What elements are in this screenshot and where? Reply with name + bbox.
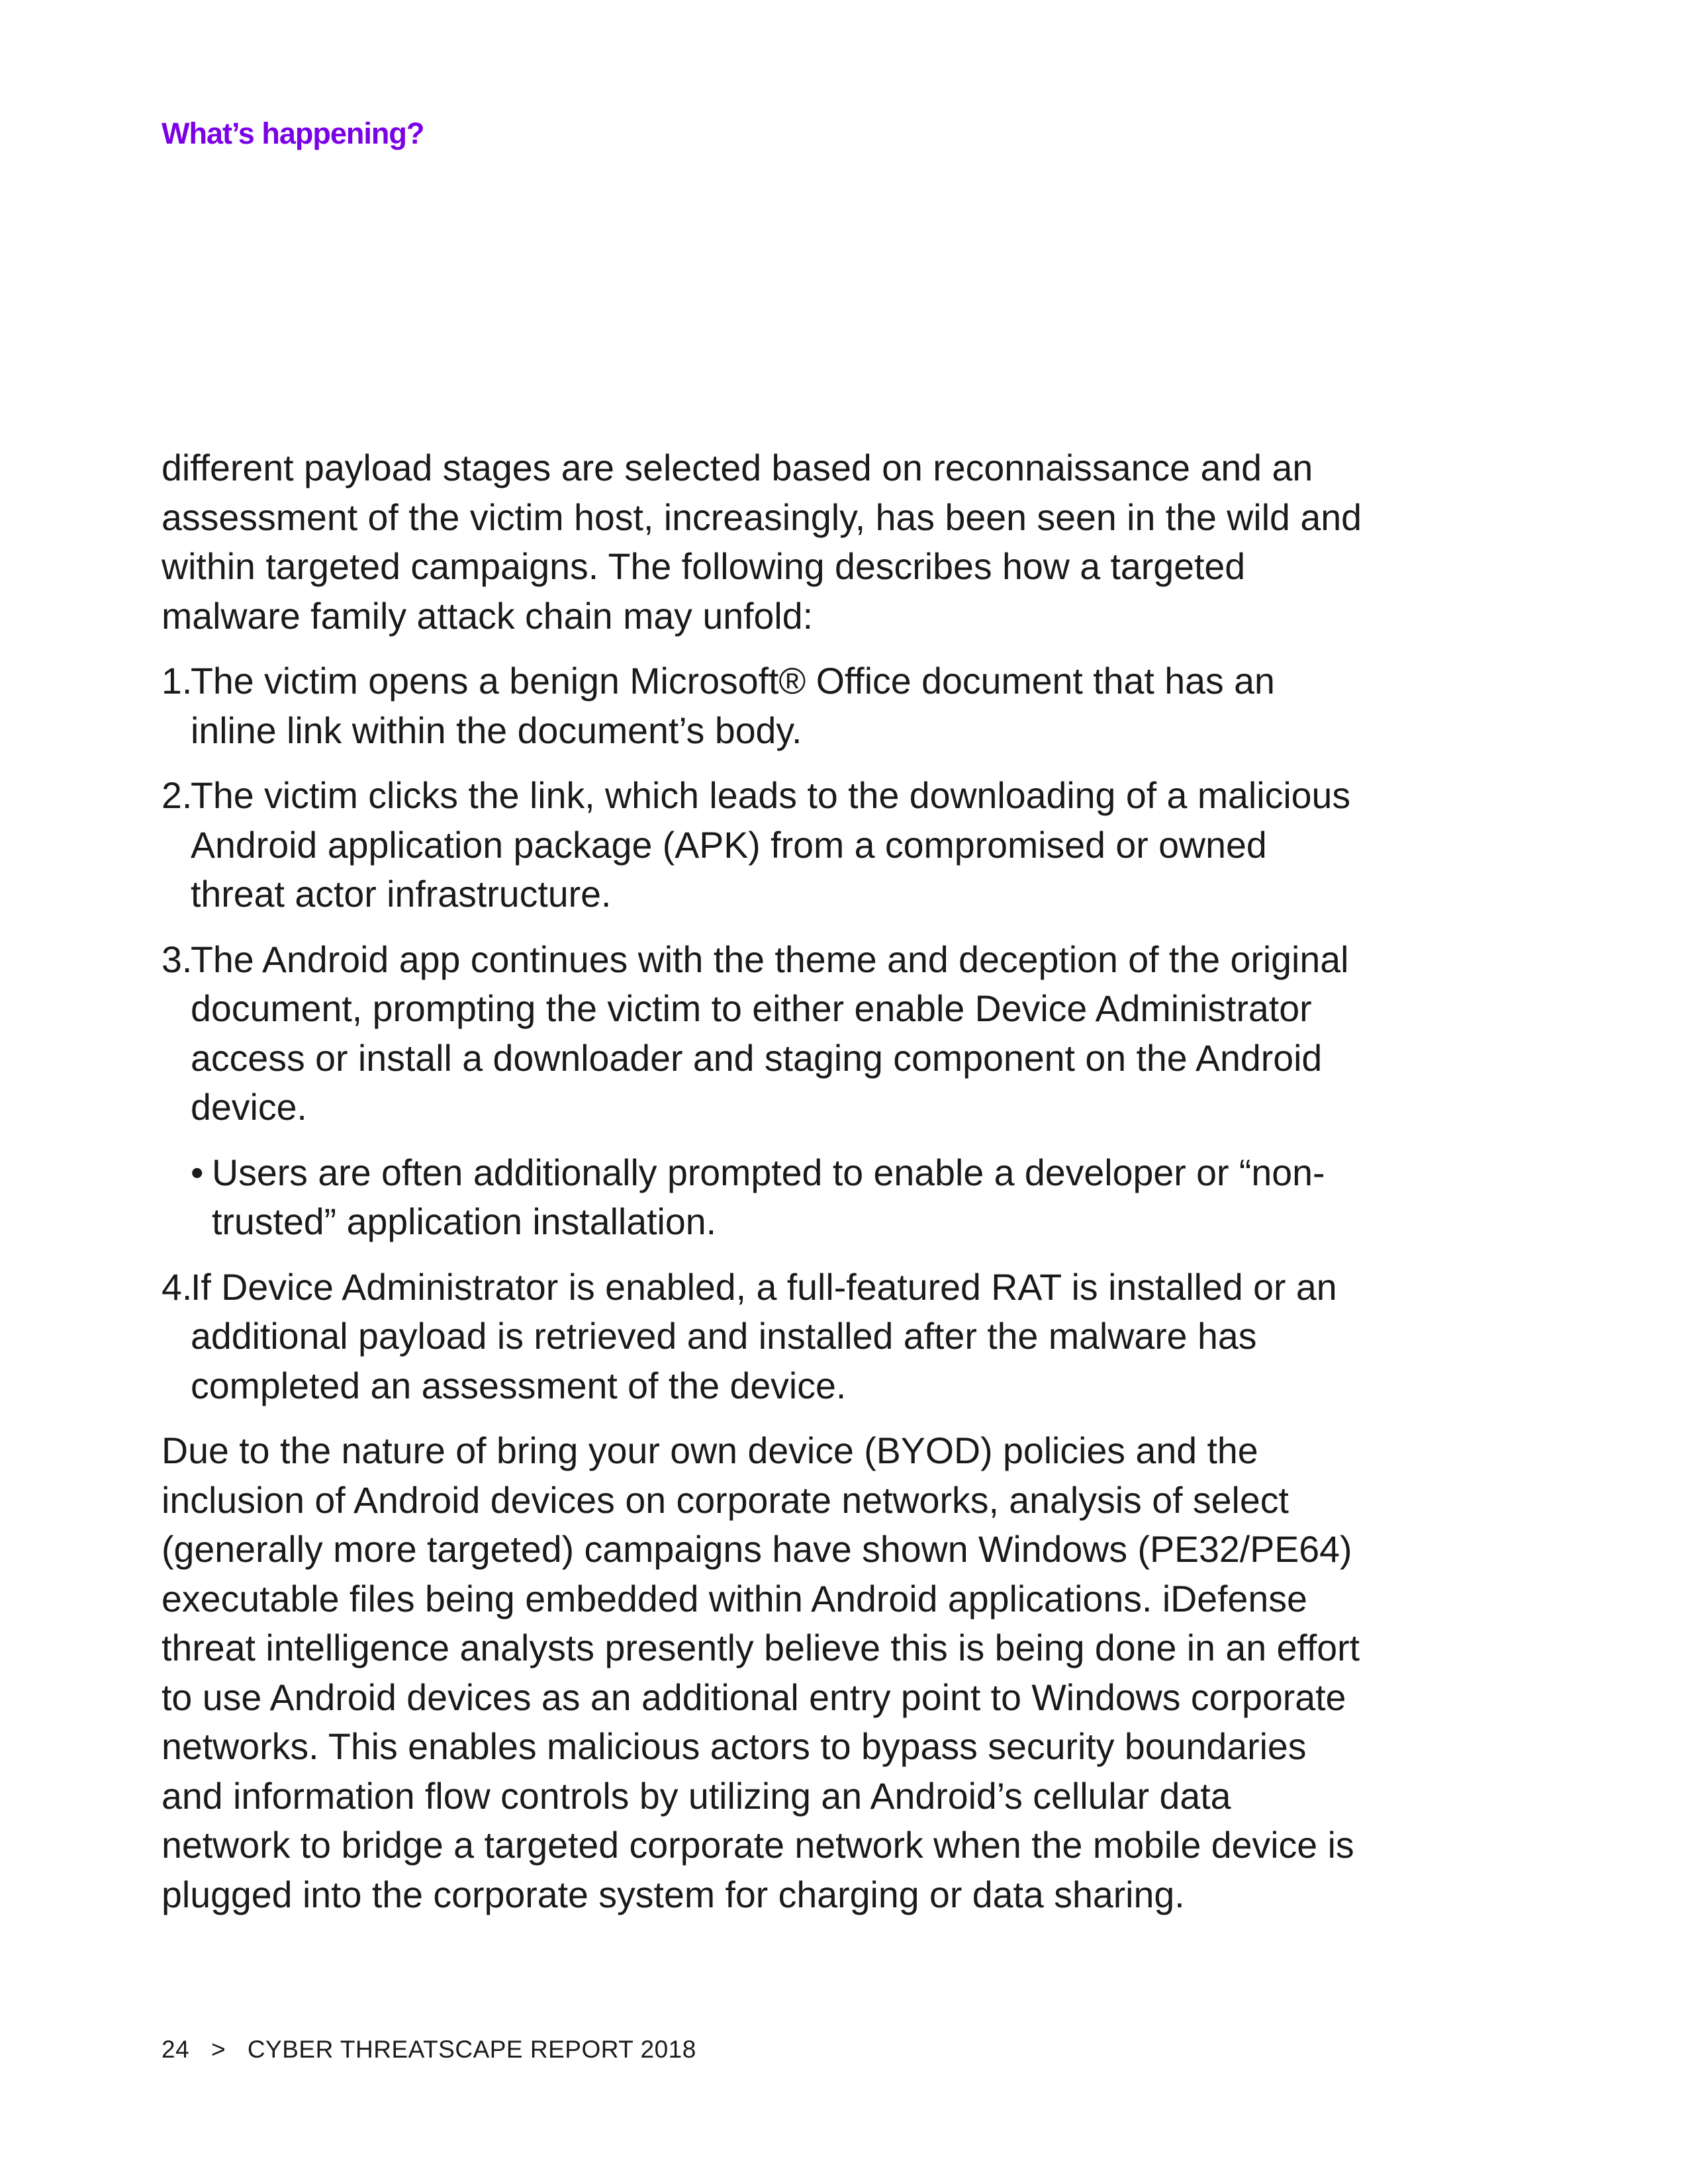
section-heading: What’s happening? bbox=[162, 116, 424, 150]
page-footer bbox=[162, 2036, 696, 2064]
attack-step-3 bbox=[162, 935, 1366, 1132]
sub-bullet-text: Users are often additionally prompted to enable a developer or “non-trusted” application installation. bbox=[212, 1152, 1325, 1242]
step-number: 4. bbox=[162, 1266, 193, 1308]
step-text: The victim clicks the link, which leads to the downloading of a malicious Android application package (APK) from a compromised or owned threat actor infrastructure. bbox=[191, 775, 1351, 915]
step-text: If Device Administrator is enabled, a full-featured RAT is installed or an additional payload is retrieved and installed after the malware has completed an assessment of the device. bbox=[191, 1266, 1337, 1406]
bullet-icon: • bbox=[191, 1152, 204, 1193]
attack-step-2 bbox=[162, 771, 1366, 919]
step-number: 1. bbox=[162, 660, 193, 702]
step-text: The victim opens a benign Microsoft® Office document that has an inline link within the document’s body. bbox=[191, 660, 1275, 751]
intro-paragraph: different payload stages are selected based on reconnaissance and an assessment of the victim host, increasingly, has been seen in the wild and within targeted campaigns. The following describes how a targeted malware family attack chain may unfold: bbox=[162, 447, 1362, 637]
attack-step-4 bbox=[162, 1263, 1366, 1411]
conclusion-paragraph: Due to the nature of bring your own device (BYOD) policies and the inclusion of Android devices on corporate networks, analysis of select (generally more targeted) campaigns have shown Windows (PE32/PE64) executable files being embedded within Android applications. iDefense threat intelligence analysts presently believe this is being done in an effort to use Android devices as an additional entry point to Windows corporate networks. This enables malicious actors to bypass security boundaries and information flow controls by utilizing an Android’s cellular data network to bridge a targeted corporate network when the mobile device is plugged into the corporate system for charging or data sharing. bbox=[162, 1430, 1360, 1915]
attack-step-1 bbox=[162, 657, 1366, 755]
report-title: CYBER THREATSCAPE REPORT 2018 bbox=[247, 2036, 696, 2063]
step-text: The Android app continues with the theme and deception of the original document, prompting the victim to either enable Device Administrator access or install a downloader and staging component on the Android device. bbox=[191, 938, 1349, 1128]
step-number: 2. bbox=[162, 775, 193, 816]
page-number: 24 bbox=[162, 2036, 190, 2063]
article-body bbox=[162, 443, 1366, 1919]
step-number: 3. bbox=[162, 938, 193, 980]
attack-step-3-sub-bullet bbox=[162, 1148, 1366, 1247]
footer-separator: > bbox=[211, 2036, 226, 2063]
